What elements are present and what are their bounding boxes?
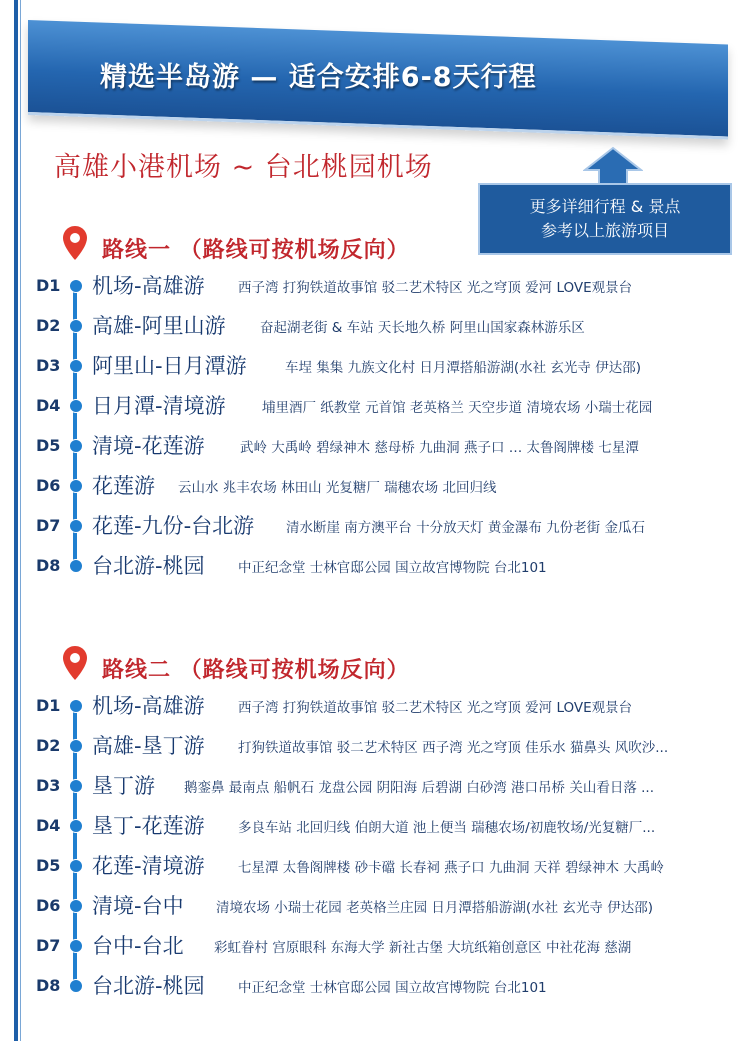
timeline-dot xyxy=(69,479,83,493)
list-item xyxy=(0,430,755,468)
note-line-2: 参考以上旅游项目 xyxy=(540,221,669,240)
note-line-1: 更多详细行程 & 景点 xyxy=(529,197,681,216)
timeline-dot xyxy=(69,779,83,793)
timeline-dot xyxy=(69,279,83,293)
day-code: D4 xyxy=(36,396,61,415)
day-code: D3 xyxy=(36,776,61,795)
day-title: 高雄-阿里山游 xyxy=(92,314,226,338)
day-sites: 彩虹眷村 宫原眼科 东海大学 新社古堡 大坑纸箱创意区 中社花海 慈湖 xyxy=(214,940,632,956)
more-info-note xyxy=(478,183,732,255)
day-code: D4 xyxy=(36,816,61,835)
list-item xyxy=(0,810,755,848)
timeline-dot xyxy=(69,739,83,753)
day-title: 日月潭-清境游 xyxy=(92,394,226,418)
day-sites: 武岭 大禹岭 碧绿神木 慈母桥 九曲洞 燕子口 … 太鲁阁牌楼 七星潭 xyxy=(240,440,639,456)
timeline-dot xyxy=(69,899,83,913)
day-title: 阿里山-日月潭游 xyxy=(92,354,247,378)
day-code: D5 xyxy=(36,856,61,875)
day-title: 台中-台北 xyxy=(92,934,184,958)
list-item xyxy=(0,510,755,548)
day-sites: 鹅銮鼻 最南点 船帆石 龙盘公园 阴阳海 后碧湖 白砂湾 港口吊桥 关山看日落 ... xyxy=(184,780,654,796)
day-code: D6 xyxy=(36,476,61,495)
day-title: 台北游-桃园 xyxy=(92,554,205,578)
list-item xyxy=(0,730,755,768)
day-sites: 中正纪念堂 士林官邸公园 国立故宫博物院 台北101 xyxy=(238,560,547,576)
day-sites: 清境农场 小瑞士花园 老英格兰庄园 日月潭搭船游湖(水社 玄光寺 伊达邵) xyxy=(216,900,653,916)
day-title: 花莲-清境游 xyxy=(92,854,205,878)
day-title: 机场-高雄游 xyxy=(92,274,205,298)
day-sites: 打狗铁道故事馆 驳二艺术特区 西子湾 光之穹顶 佳乐水 猫鼻头 风吹沙... xyxy=(238,740,669,756)
day-title: 垦丁游 xyxy=(92,774,155,798)
list-item xyxy=(0,770,755,808)
list-item xyxy=(0,310,755,348)
day-title: 台北游-桃园 xyxy=(92,974,205,998)
timeline-dot xyxy=(69,439,83,453)
list-item xyxy=(0,390,755,428)
list-item xyxy=(0,890,755,928)
day-code: D6 xyxy=(36,896,61,915)
day-sites: 七星潭 太鲁阁牌楼 砂卡礑 长春祠 燕子口 九曲洞 天祥 碧绿神木 大禹岭 xyxy=(238,860,664,876)
airports-heading: 高雄小港机场 ~ 台北桃园机场 xyxy=(54,152,433,183)
day-code: D2 xyxy=(36,736,61,755)
day-code: D8 xyxy=(36,556,61,575)
list-item xyxy=(0,270,755,308)
list-item xyxy=(0,470,755,508)
day-sites: 西子湾 打狗铁道故事馆 驳二艺术特区 光之穹顶 爱河 LOVE观景台 xyxy=(238,700,633,716)
timeline-dot xyxy=(69,399,83,413)
timeline-dot xyxy=(69,519,83,533)
day-code: D7 xyxy=(36,516,61,535)
list-item xyxy=(0,930,755,968)
timeline-dot xyxy=(69,319,83,333)
day-sites: 奋起湖老街 & 车站 天长地久桥 阿里山国家森林游乐区 xyxy=(260,320,585,336)
day-sites: 云山水 兆丰农场 林田山 光复糖厂 瑞穗农场 北回归线 xyxy=(178,480,497,496)
location-pin-icon xyxy=(62,645,88,681)
list-item xyxy=(0,690,755,728)
day-sites: 中正纪念堂 士林官邸公园 国立故宫博物院 台北101 xyxy=(238,980,547,996)
day-code: D1 xyxy=(36,276,61,295)
day-code: D3 xyxy=(36,356,61,375)
day-title: 花莲游 xyxy=(92,474,155,498)
timeline-dot xyxy=(69,939,83,953)
day-title: 垦丁-花莲游 xyxy=(92,814,205,838)
list-item xyxy=(0,970,755,1008)
route-2-title: 路线二 （路线可按机场反向） xyxy=(102,658,410,683)
day-sites: 埔里酒厂 纸教堂 元首馆 老英格兰 天空步道 清境农场 小瑞士花园 xyxy=(262,400,653,416)
day-sites: 车埕 集集 九族文化村 日月潭搭船游湖(水社 玄光寺 伊达邵) xyxy=(285,360,641,376)
day-code: D1 xyxy=(36,696,61,715)
day-code: D8 xyxy=(36,976,61,995)
day-title: 高雄-垦丁游 xyxy=(92,734,205,758)
list-item xyxy=(0,850,755,888)
route-1-title: 路线一 （路线可按机场反向） xyxy=(102,238,410,263)
day-code: D5 xyxy=(36,436,61,455)
list-item xyxy=(0,550,755,588)
day-title: 清境-花莲游 xyxy=(92,434,205,458)
location-pin-icon xyxy=(62,225,88,261)
day-title: 机场-高雄游 xyxy=(92,694,205,718)
day-sites: 西子湾 打狗铁道故事馆 驳二艺术特区 光之穹顶 爱河 LOVE观景台 xyxy=(238,280,633,296)
timeline-dot xyxy=(69,859,83,873)
day-code: D7 xyxy=(36,936,61,955)
timeline-dot xyxy=(69,979,83,993)
timeline-dot xyxy=(69,559,83,573)
day-sites: 清水断崖 南方澳平台 十分放天灯 黄金瀑布 九份老街 金瓜石 xyxy=(286,520,645,536)
list-item xyxy=(0,350,755,388)
day-title: 清境-台中 xyxy=(92,894,184,918)
timeline-dot xyxy=(69,819,83,833)
day-code: D2 xyxy=(36,316,61,335)
banner-title: 精选半岛游 — 适合安排6-8天行程 xyxy=(100,62,537,93)
up-arrow-icon xyxy=(583,146,643,188)
day-sites: 多良车站 北回归线 伯朗大道 池上便当 瑞穗农场/初鹿牧场/光复糖厂... xyxy=(238,820,656,836)
timeline-dot xyxy=(69,359,83,373)
timeline-dot xyxy=(69,699,83,713)
day-title: 花莲-九份-台北游 xyxy=(92,514,255,538)
